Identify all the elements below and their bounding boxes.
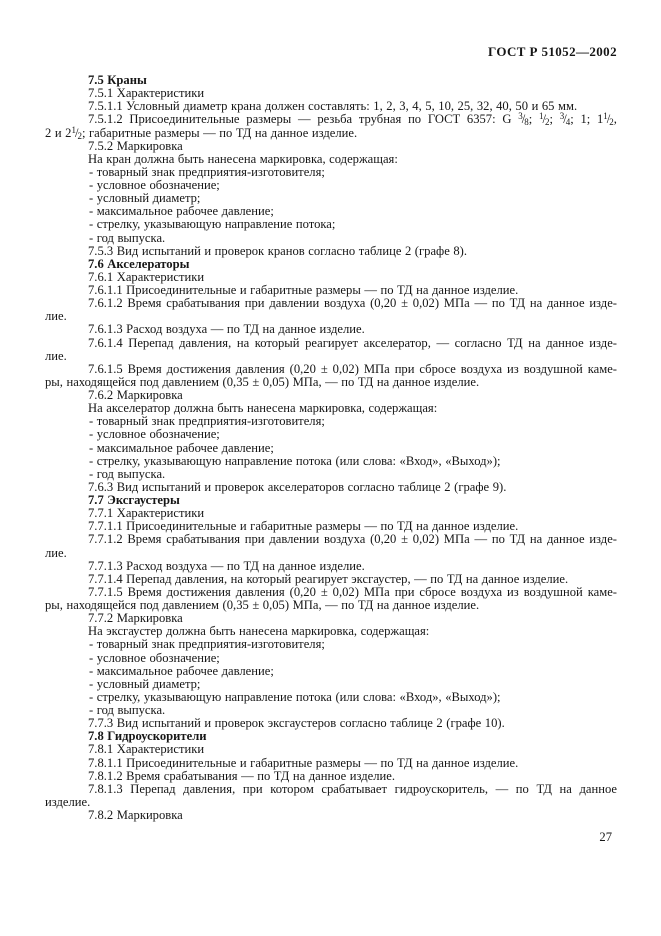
section-heading-line: 7.8 Гидроускорители [88,729,207,744]
continuation-line: 2 и $2^1/_2$; габаритные размеры — по ТД на данное изделие. [45,124,358,141]
list-item-line: - год выпуска. [89,466,166,481]
section-heading-line: 7.5 Краны [88,73,147,87]
text-line: 7.8.1.3 Перепад давления, при котором срабатывает гидроускоритель, — по ТД на данное [88,781,617,796]
list-item-line: - максимальное рабочее давление; [89,440,274,455]
list-item-line: - стрелку, указывающую направление потока; [89,217,336,232]
list-item-line: - товарный знак предприятия-изготовителя; [89,414,325,429]
text-line: 7.7.1.1 Присоединительные и габаритные размеры — по ТД на данное изделие. [88,519,519,534]
text-line: 7.7.1.4 Перепад давления, на который реагирует эксгаустер, — по ТД на данное изделие. [88,571,569,586]
continuation-line: лие. [45,309,67,324]
list-item-line: - условное обозначение; [89,650,220,665]
page-number: 27 [599,830,612,844]
continuation-line: лие. [45,545,67,560]
text-line: 7.8.2 Маркировка [88,808,183,822]
text-line: 7.5.1 Характеристики [88,86,205,101]
list-item-line: - стрелку, указывающую направление потока (или слова: «Вход», «Выход»); [89,689,501,704]
continuation-line: изделие. [45,794,91,809]
text-line: 7.6.1 Характеристики [88,269,205,284]
list-item-line: - максимальное рабочее давление; [89,204,274,219]
text-line: 7.6.1.5 Время достижения давления (0,20 ± 0,02) МПа при сбросе воздуха из воздушной каме- [88,361,617,376]
section-heading-line: 7.6 Акселераторы [88,256,190,271]
inch-fraction: $^1/_2$ [71,124,82,141]
text-line: 7.8.1.2 Время срабатывания — по ТД на данное изделие. [88,768,396,783]
text-line: 7.8.1.1 Присоединительные и габаритные размеры — по ТД на данное изделие. [88,755,519,770]
text-line: 7.7.1 Характеристики [88,506,205,521]
text-line: 7.7.2 Маркировка [88,611,183,626]
inch-fraction: $^3/_4$ [559,111,571,128]
text-line: 7.8.1 Характеристики [88,742,205,757]
text-line: 7.7.1.2 Время срабатывания при давлении воздуха (0,20 ± 0,02) МПа — по ТД на данное изде- [88,532,617,547]
text-line: 7.6.3 Вид испытаний и проверок акселераторов согласно таблице 2 (графе 9). [88,479,507,494]
list-item-line: - стрелку, указывающую направление потока (или слова: «Вход», «Выход»); [89,453,501,468]
list-item-line: - год выпуска. [89,703,166,717]
section-heading-line: 7.7 Эксгаустеры [88,493,180,507]
continuation-line: ры, находящейся под давлением (0,35 ± 0,05) МПа, — по ТД на данное изделие. [45,374,480,389]
text-line: 7.6.2 Маркировка [88,388,183,402]
list-item-line: - товарный знак предприятия-изготовителя; [89,164,325,179]
list-item-line: - год выпуска. [89,230,166,245]
list-item-line: - условное обозначение; [89,178,220,192]
text-line: На акселератор должна быть нанесена маркировка, содержащая: [88,401,438,416]
list-item-line: - условный диаметр; [89,191,201,206]
text-line: 7.5.1.1 Условный диаметр крана должен составлять: 1, 2, 3, 4, 5, 10, 25, 32, 40, 50 и 65 мм. [88,99,578,114]
text-line: 7.7.1.5 Время достижения давления (0,20 ± 0,02) МПа при сбросе воздуха из воздушной каме- [88,584,617,599]
list-item-line: - товарный знак предприятия-изготовителя; [89,637,325,652]
text-line: 7.5.3 Вид испытаний и проверок кранов согласно таблице 2 (графе 8). [88,243,467,258]
document-body [45,74,617,822]
continuation-line: ры, находящейся под давлением (0,35 ± 0,05) МПа, — по ТД на данное изделие. [45,598,480,612]
list-item-line: - максимальное рабочее давление; [89,663,274,678]
inch-fraction: $^1/_2$ [603,111,614,128]
continuation-line: лие. [45,348,67,363]
text-line: 7.7.3 Вид испытаний и проверок эксгаустеров согласно таблице 2 (графе 10). [88,716,505,731]
text-line: 7.6.1.2 Время срабатывания при давлении воздуха (0,20 ± 0,02) МПа — по ТД на данное изде- [88,296,617,311]
text-line: На эксгаустер должна быть нанесена маркировка, содержащая: [88,624,430,639]
text-line: 7.5.1.2 Присоединительные размеры — резьба трубная по ГОСТ 6357: G $^3/_8$; $^1/_2$; $^3/_4$; 1; $1^1/_2$, [88,111,617,128]
list-item-line: - условный диаметр; [89,676,201,691]
inch-fraction: $^1/_2$ [538,111,550,128]
text-line: 7.6.1.3 Расход воздуха — по ТД на данное изделие. [88,322,365,337]
text-line: 7.6.1.4 Перепад давления, на который реагирует акселератор, — согласно ТД на данное изде- [88,335,617,350]
text-line: 7.5.2 Маркировка [88,138,183,153]
text-line: На кран должна быть нанесена маркировка, содержащая: [88,151,398,166]
text-line: 7.6.1.1 Присоединительные и габаритные размеры — по ТД на данное изделие. [88,283,519,297]
list-item-line: - условное обозначение; [89,427,220,442]
standard-code-header: ГОСТ Р 51052—2002 [487,44,617,59]
text-line: 7.7.1.3 Расход воздуха — по ТД на данное изделие. [88,558,365,573]
inch-fraction: $^3/_8$ [518,111,529,128]
